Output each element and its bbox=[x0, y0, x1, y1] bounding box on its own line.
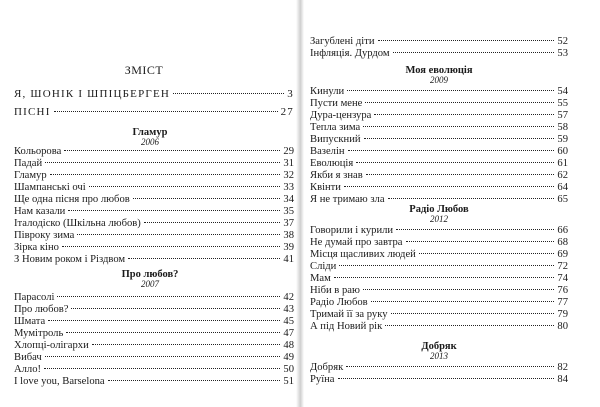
entry-title: Вибач bbox=[14, 352, 42, 363]
section-title: Добряк bbox=[421, 341, 457, 352]
dot-leader bbox=[346, 366, 554, 367]
toc-entry bbox=[310, 170, 568, 182]
dot-leader bbox=[57, 296, 280, 297]
entry-page: 72 bbox=[557, 261, 568, 272]
toc-entry bbox=[14, 304, 294, 316]
toc-entry bbox=[14, 376, 294, 388]
entry-title: Тримай її за руку bbox=[310, 309, 388, 320]
dot-leader bbox=[344, 186, 554, 187]
toc-entry bbox=[14, 352, 294, 364]
entry-page: 69 bbox=[557, 249, 568, 260]
toc-entry bbox=[310, 321, 568, 333]
toc-title: ЗМІСТ bbox=[124, 63, 164, 77]
toc-entry bbox=[310, 374, 568, 386]
dot-leader bbox=[356, 162, 554, 163]
entry-page: 57 bbox=[557, 110, 568, 121]
toc-entry bbox=[310, 36, 568, 48]
entry-page: 61 bbox=[557, 158, 568, 169]
dot-leader bbox=[363, 126, 554, 127]
entry-page: 62 bbox=[557, 170, 568, 181]
entry-page: 66 bbox=[557, 225, 568, 236]
toc-entry bbox=[310, 110, 568, 122]
entry-title: Не думай про завтра bbox=[310, 237, 403, 248]
entry-title: Ще одна пісня про любов bbox=[14, 194, 130, 205]
toc-left-page bbox=[0, 0, 296, 407]
dot-leader bbox=[62, 246, 280, 247]
entry-page: 51 bbox=[283, 376, 294, 387]
entry-title: Квінти bbox=[310, 182, 341, 193]
section-title: Про любов? bbox=[121, 269, 179, 280]
entry-page: 41 bbox=[283, 254, 294, 265]
toc-entry bbox=[310, 48, 568, 60]
dot-leader bbox=[338, 378, 555, 379]
dot-leader bbox=[133, 198, 281, 199]
dot-leader bbox=[50, 174, 281, 175]
entry-page: 42 bbox=[283, 292, 294, 303]
dot-leader bbox=[385, 325, 554, 326]
dot-leader bbox=[364, 138, 555, 139]
entry-title: Пусти мене bbox=[310, 98, 363, 109]
dot-leader bbox=[406, 241, 555, 242]
entry-title: Шмата bbox=[14, 316, 46, 327]
entry-page: 34 bbox=[283, 194, 294, 205]
toc-entry bbox=[310, 134, 568, 146]
dot-leader bbox=[44, 368, 280, 369]
entry-title: Про любов? bbox=[14, 304, 69, 315]
dot-leader bbox=[68, 210, 280, 211]
toc-entry bbox=[310, 285, 568, 297]
section-year: 2007 bbox=[141, 279, 159, 289]
entry-title: Зірка кіно bbox=[14, 242, 59, 253]
toc-entry bbox=[310, 237, 568, 249]
dot-leader bbox=[89, 186, 281, 187]
dot-leader bbox=[334, 277, 555, 278]
entry-page: 77 bbox=[557, 297, 568, 308]
dot-leader bbox=[92, 344, 281, 345]
entry-title: Загублені діти bbox=[310, 36, 375, 47]
entry-page: 35 bbox=[283, 206, 294, 217]
toc-entry bbox=[310, 122, 568, 134]
entry-page: 55 bbox=[557, 98, 568, 109]
dot-leader bbox=[396, 229, 554, 230]
book-gutter bbox=[296, 0, 304, 407]
entry-title: Кольорова bbox=[14, 146, 62, 157]
entry-title: Я, ШОНІК І ШПІЦБЕРГЕН bbox=[14, 88, 171, 100]
dot-leader bbox=[347, 90, 554, 91]
toc-entry bbox=[14, 218, 294, 230]
entry-title: Дура-цензура bbox=[310, 110, 372, 121]
dot-leader bbox=[54, 111, 278, 112]
entry-title: ПІСНІ bbox=[14, 106, 51, 118]
entry-title: Говорили і курили bbox=[310, 225, 394, 236]
entry-title: Добряк bbox=[310, 362, 344, 373]
entry-page: 37 bbox=[283, 218, 294, 229]
dot-leader bbox=[374, 114, 554, 115]
dot-leader bbox=[45, 356, 281, 357]
toc-entry bbox=[310, 261, 568, 273]
entry-title: Нам казали bbox=[14, 206, 66, 217]
entry-title: Італодіско (Шкільна любов) bbox=[14, 218, 141, 229]
entry-title: Падай bbox=[14, 158, 43, 169]
dot-leader bbox=[419, 253, 555, 254]
dot-leader bbox=[64, 150, 280, 151]
toc-entry bbox=[310, 146, 568, 158]
entry-title: Хлопці-олігархи bbox=[14, 340, 89, 351]
dot-leader bbox=[48, 320, 280, 321]
entry-page: 27 bbox=[280, 106, 294, 118]
toc-entry bbox=[14, 182, 294, 194]
entry-title: Тепла зима bbox=[310, 122, 361, 133]
entry-page: 84 bbox=[557, 374, 568, 385]
entry-title: Вазелін bbox=[310, 146, 345, 157]
dot-leader bbox=[363, 289, 555, 290]
dot-leader bbox=[366, 174, 555, 175]
entry-title: Алло! bbox=[14, 364, 42, 375]
dot-leader bbox=[388, 198, 555, 199]
dot-leader bbox=[339, 265, 554, 266]
entry-title: Я не тримаю зла bbox=[310, 194, 385, 205]
entry-title: Гламур bbox=[14, 170, 47, 181]
toc-entry bbox=[310, 297, 568, 309]
toc-entry bbox=[14, 230, 294, 242]
dot-leader bbox=[66, 332, 280, 333]
entry-page: 58 bbox=[557, 122, 568, 133]
section-title: Моя еволюція bbox=[405, 65, 473, 76]
entry-page: 47 bbox=[283, 328, 294, 339]
dot-leader bbox=[365, 102, 554, 103]
entry-page: 54 bbox=[557, 86, 568, 97]
toc-entry bbox=[14, 254, 294, 266]
entry-page: 33 bbox=[283, 182, 294, 193]
entry-page: 50 bbox=[283, 364, 294, 375]
entry-title: Ніби в раю bbox=[310, 285, 360, 296]
section-title: Радіо Любов bbox=[409, 204, 469, 215]
entry-title: Еволюція bbox=[310, 158, 354, 169]
section-year: 2009 bbox=[430, 75, 448, 85]
toc-entry bbox=[310, 225, 568, 237]
entry-title: Мумітроль bbox=[14, 328, 64, 339]
entry-title: А під Новий рік bbox=[310, 321, 383, 332]
entry-title: Мам bbox=[310, 273, 331, 284]
toc-entry bbox=[310, 182, 568, 194]
toc-entry bbox=[14, 292, 294, 304]
entry-page: 43 bbox=[283, 304, 294, 315]
dot-leader bbox=[348, 150, 555, 151]
dot-leader bbox=[71, 308, 280, 309]
toc-entry bbox=[14, 242, 294, 254]
toc-entry bbox=[14, 364, 294, 376]
section-title: Гламур bbox=[132, 127, 168, 138]
dot-leader bbox=[77, 234, 280, 235]
dot-leader bbox=[378, 40, 555, 41]
toc-entry bbox=[310, 98, 568, 110]
dot-leader bbox=[173, 93, 284, 94]
section-year: 2006 bbox=[141, 137, 159, 147]
entry-page: 38 bbox=[283, 230, 294, 241]
entry-title: Місця щасливих людей bbox=[310, 249, 416, 260]
dot-leader bbox=[393, 52, 555, 53]
section-year: 2013 bbox=[430, 351, 448, 361]
entry-page: 59 bbox=[557, 134, 568, 145]
entry-page: 79 bbox=[557, 309, 568, 320]
toc-entry bbox=[310, 309, 568, 321]
entry-title: Радіо Любов bbox=[310, 297, 368, 308]
entry-page: 60 bbox=[557, 146, 568, 157]
section-year: 2012 bbox=[430, 214, 448, 224]
entry-title: Руїна bbox=[310, 374, 335, 385]
toc-entry bbox=[14, 158, 294, 170]
entry-title: Сліди bbox=[310, 261, 337, 272]
dot-leader bbox=[391, 313, 555, 314]
entry-page: 45 bbox=[283, 316, 294, 327]
entry-title: Інфляція. Дурдом bbox=[310, 48, 390, 59]
entry-page: 82 bbox=[557, 362, 568, 373]
entry-page: 68 bbox=[557, 237, 568, 248]
dot-leader bbox=[108, 380, 281, 381]
entry-page: 3 bbox=[287, 88, 294, 100]
dot-leader bbox=[144, 222, 281, 223]
toc-entry bbox=[310, 86, 568, 98]
toc-entry bbox=[14, 146, 294, 158]
entry-page: 64 bbox=[557, 182, 568, 193]
entry-page: 76 bbox=[557, 285, 568, 296]
entry-page: 52 bbox=[557, 36, 568, 47]
entry-title: Півроку зима bbox=[14, 230, 75, 241]
dot-leader bbox=[128, 258, 280, 259]
entry-title: Якби я знав bbox=[310, 170, 363, 181]
toc-right-page bbox=[304, 0, 600, 407]
toc-entry bbox=[310, 249, 568, 261]
entry-page: 80 bbox=[557, 321, 568, 332]
entry-title: З Новим роком і Різдвом bbox=[14, 254, 126, 265]
entry-page: 29 bbox=[283, 146, 294, 157]
entry-page: 32 bbox=[283, 170, 294, 181]
toc-entry bbox=[14, 206, 294, 218]
toc-part-entry bbox=[14, 88, 294, 100]
dot-leader bbox=[371, 301, 555, 302]
entry-title: Шампанські очі bbox=[14, 182, 86, 193]
entry-page: 49 bbox=[283, 352, 294, 363]
toc-entry bbox=[14, 194, 294, 206]
entry-page: 65 bbox=[557, 194, 568, 205]
dot-leader bbox=[45, 162, 280, 163]
entry-page: 53 bbox=[557, 48, 568, 59]
toc-entry bbox=[310, 158, 568, 170]
entry-title: I love you, Barselona bbox=[14, 376, 105, 387]
toc-entry bbox=[14, 316, 294, 328]
entry-page: 48 bbox=[283, 340, 294, 351]
entry-page: 74 bbox=[557, 273, 568, 284]
toc-entry bbox=[14, 170, 294, 182]
toc-part-entry bbox=[14, 106, 294, 118]
toc-entry bbox=[14, 340, 294, 352]
entry-title: Випускний bbox=[310, 134, 361, 145]
toc-entry bbox=[310, 362, 568, 374]
toc-entry bbox=[14, 328, 294, 340]
entry-page: 31 bbox=[283, 158, 294, 169]
entry-page: 39 bbox=[283, 242, 294, 253]
toc-entry bbox=[310, 273, 568, 285]
entry-title: Кинули bbox=[310, 86, 345, 97]
entry-title: Парасолі bbox=[14, 292, 55, 303]
